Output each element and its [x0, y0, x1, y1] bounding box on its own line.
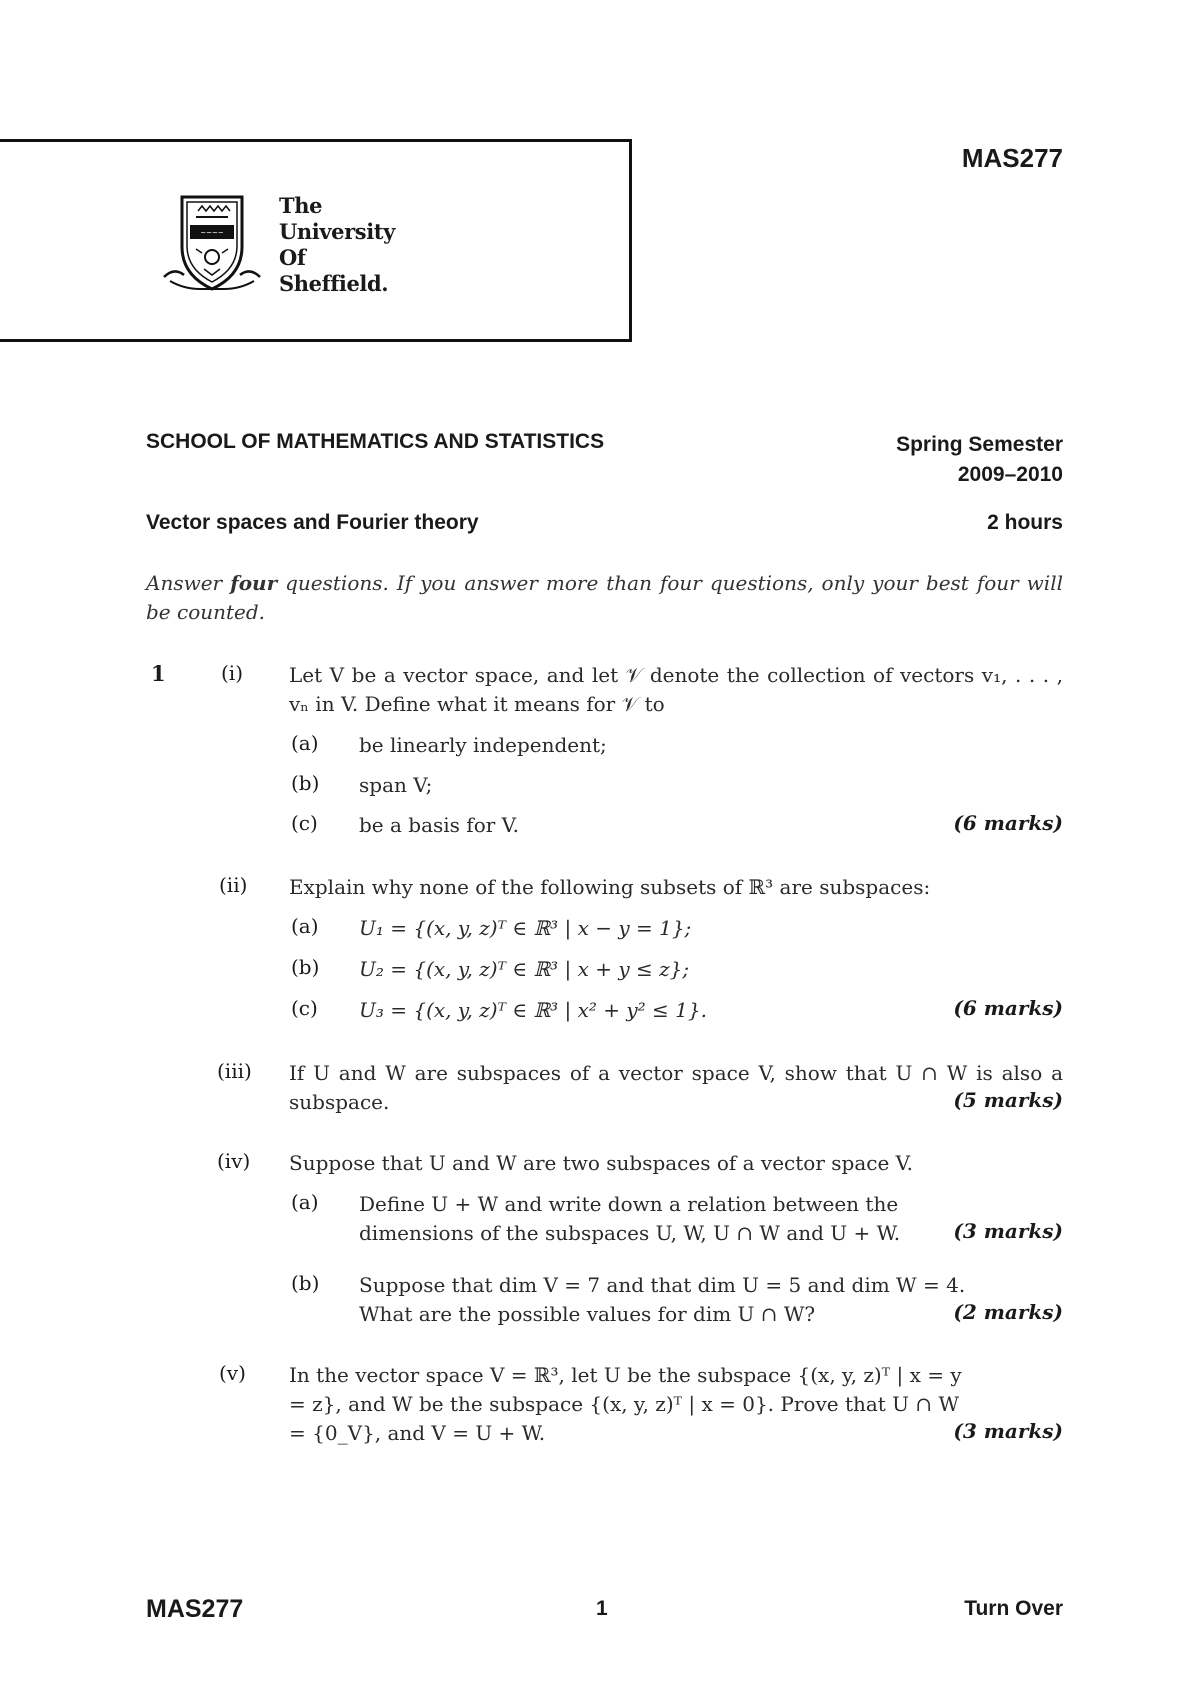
svg-text:~~~~: ~~~~	[200, 229, 224, 237]
university-name-line: Sheffield.	[279, 271, 389, 296]
school-name: SCHOOL OF MATHEMATICS AND STATISTICS	[146, 430, 605, 453]
marks-label: (3 marks)	[953, 1419, 1063, 1443]
part-label: (ii)	[219, 873, 248, 897]
turn-over-label: Turn Over	[964, 1597, 1063, 1620]
subpart-text: U₁ = {(x, y, z)ᵀ ∈ ℝ³ | x − y = 1};	[359, 916, 692, 940]
instructions-bold: four	[230, 571, 278, 595]
subpart-text: be linearly independent;	[359, 733, 607, 757]
course-title: Vector spaces and Fourier theory	[146, 511, 479, 534]
part-text: Explain why none of the following subsets of ℝ³ are subspaces:	[289, 875, 931, 899]
marks-label: (6 marks)	[953, 996, 1063, 1020]
subpart-text: span V;	[359, 773, 433, 797]
instructions-pre: Answer	[146, 571, 231, 595]
subpart-text: be a basis for V.	[359, 813, 519, 837]
university-name-line: University	[279, 219, 395, 244]
subpart-text: Suppose that dim V = 7 and that dim U = 5 and dim W = 4. What are the possible values for dim U ∩ W?	[359, 1273, 966, 1326]
subpart-label: (c)	[291, 996, 318, 1020]
course-code-footer: MAS277	[146, 1595, 244, 1623]
page-number: 1	[596, 1597, 608, 1620]
marks-label: (5 marks)	[953, 1088, 1063, 1112]
question-number: 1	[151, 661, 166, 686]
marks-label: (6 marks)	[953, 811, 1063, 835]
course-code-header: MAS277	[961, 143, 1063, 173]
part-text: If U and W are subspaces of a vector space V, show that U ∩ W is also a subspace.	[289, 1061, 1063, 1114]
semester-info	[896, 430, 1063, 490]
university-crest-icon	[160, 189, 264, 295]
part-text: In the vector space V = ℝ³, let U be the subspace {(x, y, z)ᵀ | x = y = z}, and W be the subspace {(x, y, z)ᵀ | x = 0}. Prove that U ∩ W = {0_V}, and V = U + W.	[289, 1363, 962, 1445]
exam-instructions	[146, 569, 1063, 627]
university-name	[279, 193, 395, 297]
academic-year: 2009–2010	[957, 463, 1063, 486]
part-label: (v)	[219, 1361, 246, 1385]
part-label: (i)	[221, 661, 244, 685]
part-label: (iv)	[217, 1149, 251, 1173]
university-name-line: The	[279, 193, 323, 218]
subpart-text: U₂ = {(x, y, z)ᵀ ∈ ℝ³ | x + y ≤ z};	[359, 957, 690, 981]
subpart-label: (b)	[291, 1271, 320, 1295]
semester-label: Spring Semester	[896, 433, 1063, 456]
part-label: (iii)	[217, 1059, 252, 1083]
university-name-line: Of	[279, 245, 306, 270]
subpart-label: (b)	[291, 955, 320, 979]
subpart-text: U₃ = {(x, y, z)ᵀ ∈ ℝ³ | x² + y² ≤ 1}.	[359, 998, 707, 1022]
subpart-label: (a)	[291, 1190, 319, 1214]
part-text: Suppose that U and W are two subspaces of a vector space V.	[289, 1151, 913, 1175]
marks-label: (3 marks)	[953, 1219, 1063, 1243]
instructions-post: questions. If you answer more than four questions, only your best four will be counted.	[146, 571, 1063, 624]
exam-duration: 2 hours	[987, 511, 1063, 534]
subpart-label: (a)	[291, 914, 319, 938]
subpart-label: (a)	[291, 731, 319, 755]
subpart-text: Define U + W and write down a relation between the dimensions of the subspaces U, W, U ∩ W and U + W.	[359, 1192, 901, 1245]
part-text: Let V be a vector space, and let 𝒱 denote the collection of vectors v₁, . . . , vₙ in V. Define what it means for 𝒱 to	[289, 663, 1063, 716]
subpart-label: (b)	[291, 771, 320, 795]
subpart-label: (c)	[291, 811, 318, 835]
marks-label: (2 marks)	[953, 1300, 1063, 1324]
